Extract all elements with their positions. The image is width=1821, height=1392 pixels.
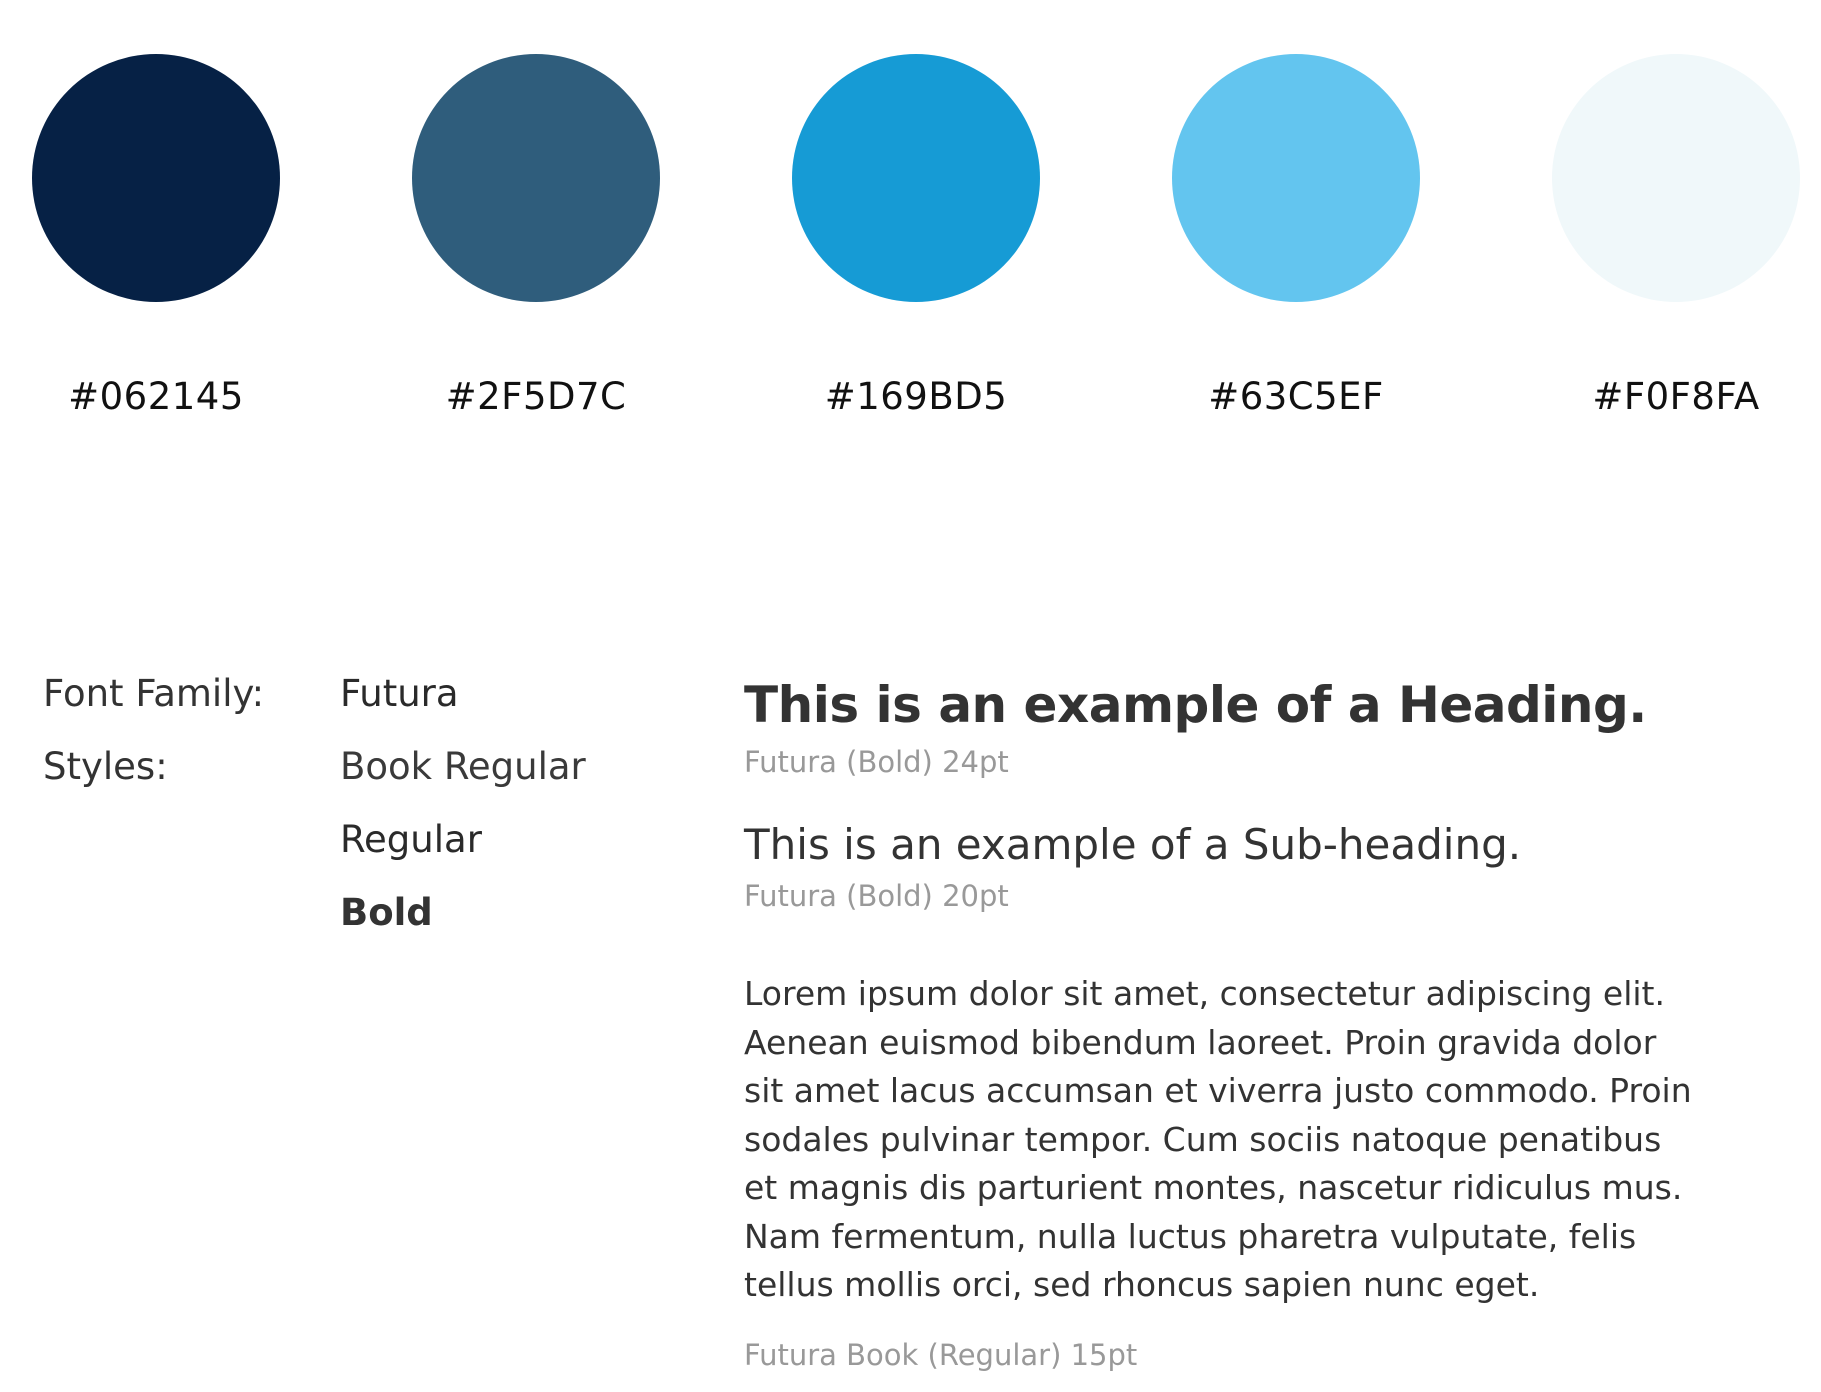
style-bold: Bold — [340, 891, 433, 934]
swatch-hex-label-2: #2F5D7C — [445, 375, 627, 418]
swatch-circle-1 — [32, 54, 280, 302]
subheading-caption: Futura (Bold) 20pt — [744, 879, 1009, 913]
heading-caption: Futura (Bold) 24pt — [744, 745, 1009, 779]
swatch-circle-5 — [1552, 54, 1800, 302]
swatch-circle-2 — [412, 54, 660, 302]
swatch-1 — [32, 0, 280, 440]
swatch-5 — [1552, 0, 1800, 440]
heading-sample: This is an example of a Heading. — [744, 676, 1647, 734]
body-line: Lorem ipsum dolor sit amet, consectetur adipiscing elit. — [744, 974, 1665, 1013]
body-line: tellus mollis orci, sed rhoncus sapien nunc eget. — [744, 1265, 1540, 1304]
swatch-3 — [792, 0, 1040, 440]
font-family-label: Font Family: — [43, 672, 265, 715]
subheading-sample: This is an example of a Sub-heading. — [744, 820, 1522, 869]
body-text-sample — [744, 970, 1784, 1310]
swatch-hex-label-5: #F0F8FA — [1592, 375, 1760, 418]
swatch-circle-3 — [792, 54, 1040, 302]
swatch-2 — [412, 0, 660, 440]
body-line: sodales pulvinar tempor. Cum sociis natoque penatibus — [744, 1119, 1662, 1159]
font-family-value: Futura — [340, 672, 459, 715]
swatch-hex-label-1: #062145 — [68, 375, 244, 418]
body-line: et magnis dis parturient montes, nascetur ridiculus mus. — [744, 1168, 1683, 1207]
body-caption: Futura Book (Regular) 15pt — [744, 1338, 1138, 1372]
body-line: Nam fermentum, nulla luctus pharetra vulputate, felis — [744, 1216, 1637, 1256]
style-book-regular: Book Regular — [340, 745, 586, 788]
body-line: Aenean euismod bibendum laoreet. Proin gravida dolor — [744, 1022, 1657, 1062]
body-line: sit amet lacus accumsan et viverra justo commodo. Proin — [744, 1071, 1692, 1110]
style-regular: Regular — [340, 818, 482, 861]
swatch-hex-label-4: #63C5EF — [1208, 375, 1384, 418]
styles-label: Styles: — [43, 745, 168, 788]
swatch-4 — [1172, 0, 1420, 440]
swatch-hex-label-3: #169BD5 — [824, 375, 1008, 418]
swatch-circle-4 — [1172, 54, 1420, 302]
